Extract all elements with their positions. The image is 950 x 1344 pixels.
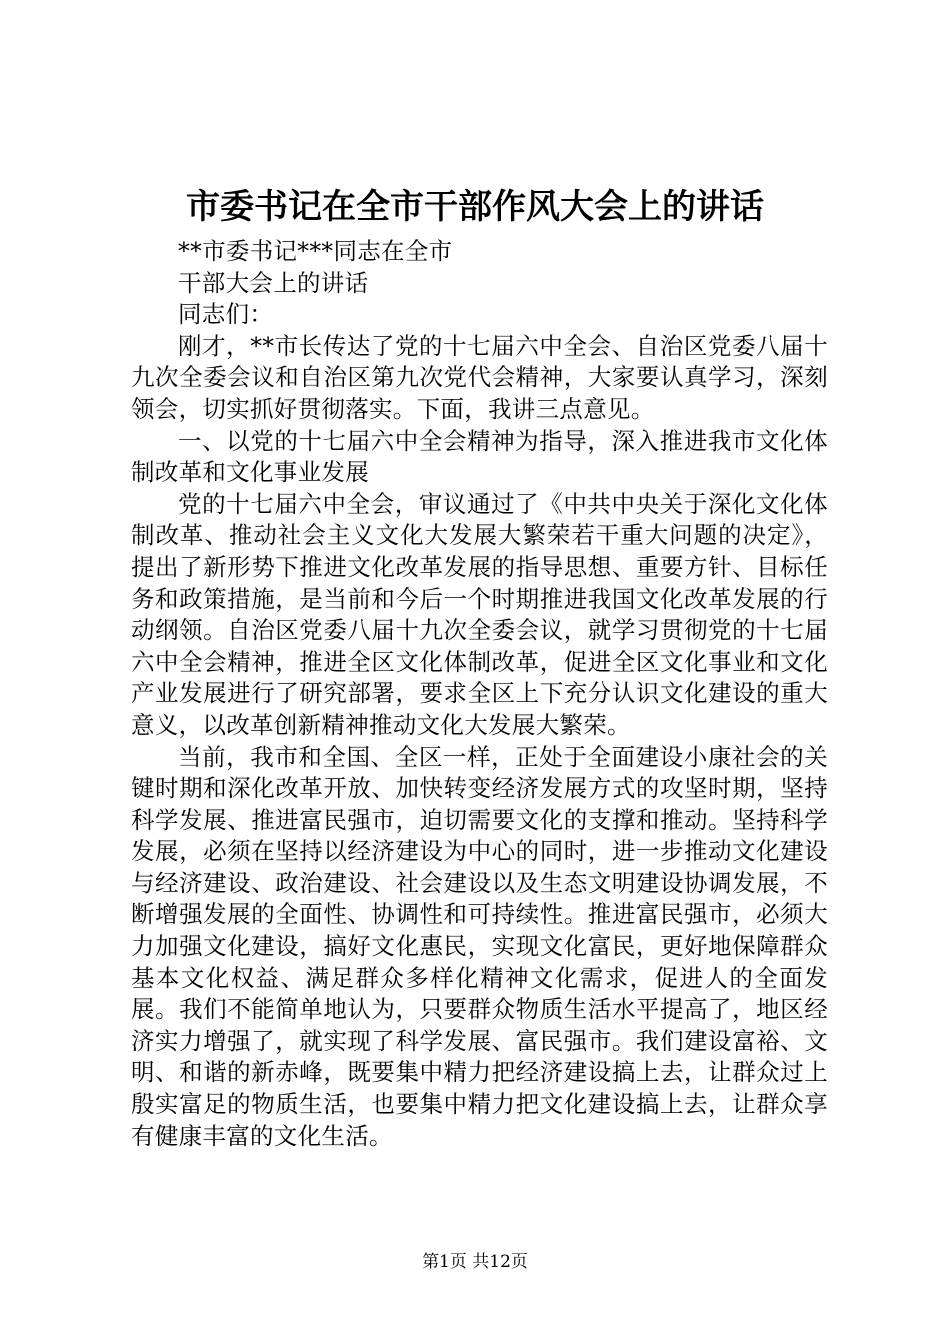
page-footer: 第1页 共12页 bbox=[422, 1252, 528, 1272]
section-heading-1: 一、以党的十七届六中全会精神为指导，深入推进我市文化体制改革和文化事业发展 bbox=[131, 426, 828, 487]
paragraph-intro: 刚才，**市长传达了党的十七届六中全会、自治区党委八届十九次全委会议和自治区第九次党代会精神，大家要认真学习，深刻领会，切实抓好贯彻落实。下面，我讲三点意见。 bbox=[131, 331, 828, 423]
paragraph-salutation: 同志们： bbox=[178, 300, 274, 329]
paragraph-body-1: 党的十七届六中全会，审议通过了《中共中央关于深化文化体制改革、推动社会主义文化大发展大繁荣若干重大问题的决定》，提出了新形势下推进文化改革发展的指导思想、重要方针、目标任务和政策措施，是当前和今后一个时期推进我国文化改革发展的行动纲领。自治区党委八届十九次全委会议，就学习贯彻党的十七届六中全会精神，推进全区文化体制改革，促进全区文化事业和文化产业发展进行了研究部署，要求全区上下充分认识文化建设的重大意义，以改革创新精神推动文化大发展大繁荣。 bbox=[131, 489, 828, 739]
paragraph-header-line-2: 干部大会上的讲话 bbox=[178, 268, 369, 297]
document-title: 市委书记在全市干部作风大会上的讲话 bbox=[186, 187, 764, 227]
document-body bbox=[131, 236, 828, 1152]
paragraph-body-2: 当前，我市和全国、全区一样，正处于全面建设小康社会的关键时期和深化改革开放、加快转变经济发展方式的攻坚时期，坚持科学发展、推进富民强市，迫切需要文化的支撑和推动。坚持科学发展，必须在坚持以经济建设为中心的同时，进一步推动文化建设与经济建设、政治建设、社会建设以及生态文明建设协调发展，不断增强发展的全面性、协调性和可持续性。推进富民强市，必须大力加强文化建设，搞好文化惠民，实现文化富民，更好地保障群众基本文化权益、满足群众多样化精神文化需求，促进人的全面发展。我们不能简单地认为，只要群众物质生活水平提高了，地区经济实力增强了，就实现了科学发展、富民强市。我们建设富裕、文明、和谐的新赤峰，既要集中精力把经济建设搞上去，让群众过上殷实富足的物质生活，也要集中精力把文化建设搞上去，让群众享有健康丰富的文化生活。 bbox=[131, 742, 828, 1150]
paragraph-header-line-1: **市委书记***同志在全市 bbox=[178, 237, 453, 265]
